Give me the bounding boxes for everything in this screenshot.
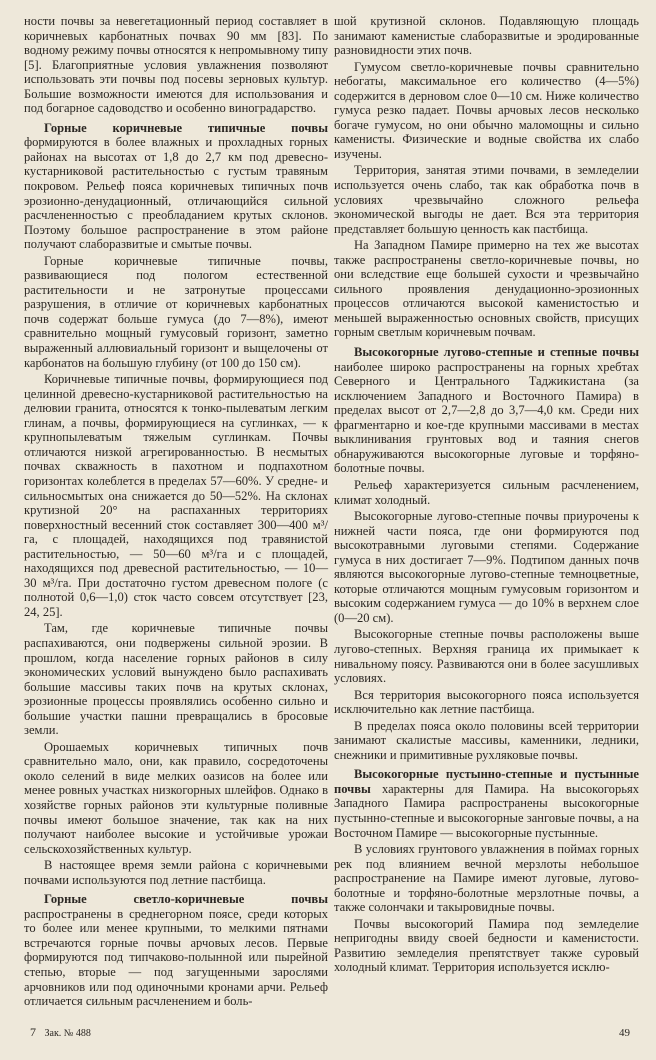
paragraph-text: Орошаемых коричневых типичных почв сравнительно мало, они, как правило, сосредоточены около селений в виде мелких оазисов на более или менее ровных участках низкогорных шлейфов. Однако в хозяйстве горных районов эти культурные поливные почвы имеют большое значение, так как на них получают наиболее высокие и устойчивые урожаи сельскохозяйственных культур.	[24, 739, 328, 856]
printer-mark	[24, 1025, 91, 1040]
paragraph-text: На Западном Памире примерно на тех же высотах также распространены светло-коричневые почвы, но они вследствие еще большей сухости и чрезвычайно сильного проявления денудационно-эрозионных процессов отличаются высокой каменистостью и меньшей выраженностью основных свойств, присущих горным светлым коричневым почвам.	[334, 238, 639, 340]
paragraph-text: Гумусом светло-коричневые почвы сравнительно небогаты, максимальное его количество (4—5%) содержится в дерновом слое 0—10 см. Ниже количество гумуса резко падает. Почвы арчовых лесов несколько богаче гумусом, но они обычно маломощны и сильно каменисты. Физические и водные свойства их слабо изучены.	[334, 59, 639, 161]
paragraph	[334, 14, 639, 58]
page-footer	[24, 1011, 638, 1040]
paragraph-text: ности почвы за невегетационный период составляет в коричневых карбонатных почвах 90 мм [83]. По водному режиму почвы относятся к непромывному типу [5]. Благоприятные условия увлажнения позволяют использовать эти почвы под посевы зерновых культур. Большие возможности имеются для использования и под богарное садоводство и особенно виноградарство.	[24, 14, 328, 116]
paragraph-text: Вся территория высокогорного пояса используется исключительно как летние пастбища.	[334, 687, 639, 717]
paragraph	[334, 238, 639, 340]
paragraph	[24, 892, 328, 1008]
paragraph	[24, 621, 328, 737]
paragraph-text: В условиях грунтового увлажнения в поймах горных рек под влиянием вечной мерзлоты небольшое распространение на Памире имеют луговые, лугово-болотные и торфяно-болотные мерзлотные почвы, а также солончаки и такыровидные почвы.	[334, 842, 639, 915]
paragraph-text: распространены в среднегорном поясе, среди которых то более или менее крупными, то мелкими пятнами встречаются горные почвы арчовых лесов. Первые формируются под типчаково-полынной или пырейной степью, вторые — под загущенными зарослями арчовников или под одиночными кронами арчи. Рельеф отличается сильным расчленением и боль-	[24, 906, 328, 1009]
paragraph-text: Горные коричневые типичные почвы, развивающиеся под пологом естественной растительности и не затронутые процессами разрушения, в отличие от коричневых карбонатных почв содержат больше гумуса (до 7—8%), имеют сравнительно мощный гумусовый горизонт, заметно выраженный аллювиальный горизонт и выщелочены от карбонатов на большую глубину (от 100 до 150 см).	[24, 253, 328, 370]
paragraph	[24, 740, 328, 856]
paragraph	[334, 842, 639, 915]
right-text-column	[334, 14, 639, 977]
page-number: 49	[619, 1026, 630, 1039]
paragraph	[24, 372, 328, 619]
paragraph	[334, 345, 639, 476]
paragraph-text: Почвы высокогорий Памира под земледелие непригодны ввиду своей бедности и каменистости. Развитию земледелия препятствует также суровый холодный климат. Территория используется исклю-	[334, 916, 639, 975]
paragraph-heading: Горные коричневые типичные почвы	[44, 120, 328, 135]
paragraph-text: Коричневые типичные почвы, формирующиеся под целинной древесно-кустарниковой растительностью на делювии гранита, относятся к тонко-пылеватым легким глинам, а почвы, формирующиеся на суглинках, — к крупнопылеватым тяжелым суглинкам. Почвы отличаются низкой агрегированностью. В несмытых почвах скважность в пахотном и подпахотном горизонтах колеблется в пределах 57—60%. У средне- и сильносмытых она снижается до 50—52%. На склонах крутизной 20° на распаханных территориях поверхностный весенний сток составляет 300—400 м³/га, с площадей, находящихся под травянистой растительностью, — 50—60 м³/га и с площадей, находящихся под древесной растительностью, — 10—30 м³/га. При достаточно густом древесном пологе (с полнотой 0,6—1,0) сток часто совсем отсутствует [23, 24, 25].	[24, 372, 328, 619]
paragraph	[334, 478, 639, 507]
paragraph	[334, 60, 639, 162]
paragraph	[334, 627, 639, 685]
paragraph-text: В настоящее время земли района с коричневыми почвами используются под летние пастбища.	[24, 858, 328, 887]
paragraph	[334, 767, 639, 840]
paragraph-text: Там, где коричневые типичные почвы распахиваются, они подвержены сильной эрозии. В прошлом, когда население горных районов в силу экономических условий вынуждено было распахивать большие массивы таких почв на крутых склонах, эрозионные процессы проявлялись особенно сильно и большие участки пашни превращались в бросовые земли.	[24, 621, 328, 738]
text-columns	[24, 14, 638, 1011]
paragraph-heading: Высокогорные пустынно-степные и пустынные почвы	[334, 767, 639, 796]
paragraph-text: формируются в более влажных и прохладных горных районах на высотах от 1,8 до 2,7 км под древесно-кустарниковой растительностью с густым травяным покровом. Рельеф пояса коричневых типичных почв эрозионно-денудационный, отличающийся сильной расчлененностью с преобладанием крутых склонов. Поэтому большое распространение в этом районе получают слаборазвитые и смытые почвы.	[24, 135, 328, 252]
paragraph-text: характерны для Памира. На высокогорьях Западного Памира распространены высокогорные пустынно-степные и высокогорные занговые почвы, а на Восточном Памире — высокогорные пустынные.	[334, 781, 639, 840]
paragraph	[24, 858, 328, 887]
paragraph	[334, 917, 639, 975]
paragraph-text: Высокогорные лугово-степные почвы приурочены к нижней части пояса, где они формируются под высокотравными луговыми степями. Содержание гумуса в них достигает 7—9%. Подтипом данных почв являются высокогорные лугово-степные темноцветные, которые отличаются мощным гумусовым горизонтом и высоким содержанием гумуса — до 10% в верхнем слое (0—20 см).	[334, 509, 639, 625]
signature-number: 7	[30, 1024, 36, 1039]
left-text-column	[24, 14, 328, 1011]
paragraph	[334, 719, 639, 763]
paragraph	[334, 163, 639, 236]
paragraph-text: шой крутизной склонов. Подавляющую площадь занимают каменистые слаборазвитые и эродированные разновидности этих почв.	[334, 14, 639, 58]
paragraph-text: Высокогорные степные почвы расположены выше лугово-степных. Верхняя граница их примыкает к нивальному поясу. Развиваются они в более засушливых условиях.	[334, 627, 639, 686]
paragraph-heading: Горные светло-коричневые почвы	[44, 892, 328, 907]
paragraph	[334, 688, 639, 717]
paragraph-text: Рельеф характеризуется сильным расчленением, климат холодный.	[334, 477, 639, 507]
paragraph	[24, 14, 328, 116]
paragraph	[24, 254, 328, 370]
paragraph	[334, 509, 639, 625]
paragraph-text: наиболее широко распространены на горных хребтах Северного и Центрального Таджикистана (за исключением Западного и Восточного Памира) в пределах высот от 2,7—2,8 до 3,7—4,0 км. Среди них фрагментарно и кое-где крупными массивами в местах выклинивания грунтовых вод и таяния снегов обнаруживаются высокогорные луговые и торфяно-болотные почвы.	[334, 359, 639, 476]
paragraph	[24, 121, 328, 252]
paragraph-text: В пределах пояса около половины всей территории занимают скалистые массивы, каменники, ледники, снежники и примитивные рухляковые почвы.	[334, 718, 639, 762]
order-number: Зак. № 488	[44, 1027, 91, 1039]
paragraph-heading: Высокогорные лугово-степные и степные почвы	[354, 345, 639, 360]
paragraph-text: Территория, занятая этими почвами, в земледелии используется очень слабо, так как обработка почв в условиях чрезвычайно сложного рельефа экономической выгоды не дает. Вся эта территория представляет большую ценность как пастбища.	[334, 163, 639, 236]
